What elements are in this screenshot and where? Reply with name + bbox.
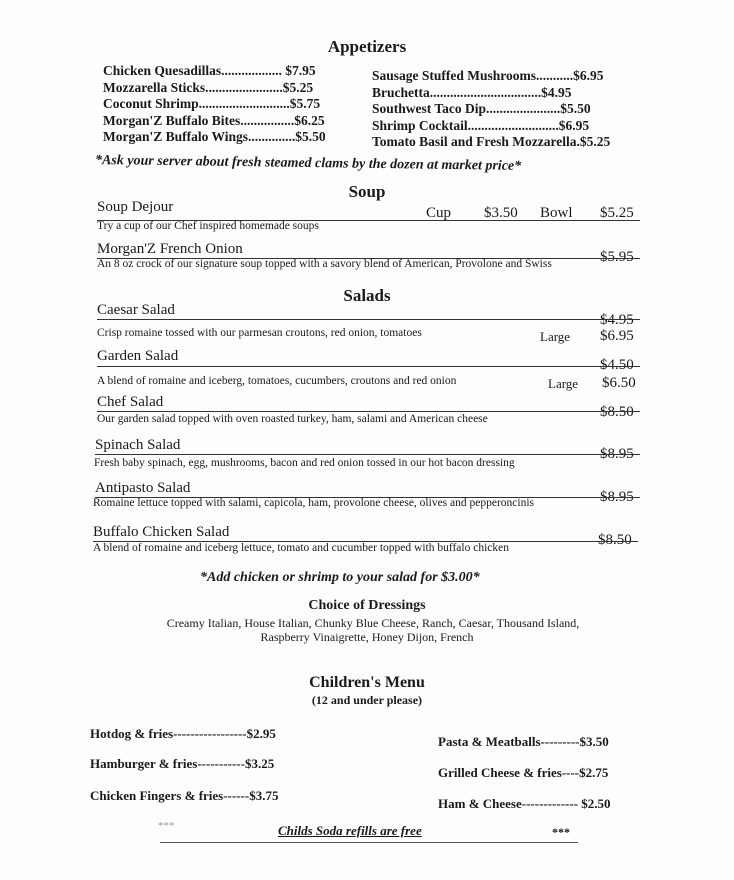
item-description: A blend of romaine and iceberg lettuce, tomato and cucumber topped with buffalo chicken [93,542,509,554]
soda-refill-note: Childs Soda refills are free [278,823,422,838]
item-name: Spinach Salad [95,437,181,453]
large-price: $6.50 [602,375,636,391]
bowl-label: Bowl [540,205,573,221]
childrens-menu-heading: Children's Menu [309,674,425,691]
item-description: Crisp romaine tossed with our parmesan croutons, red onion, tomatoes [97,327,422,339]
appetizer-item: Morgan'Z Buffalo Wings..............$5.50 [103,129,326,144]
kids-item: Hamburger & fries-----------$3.25 [90,756,275,771]
bowl-price: $5.25 [600,205,634,221]
item-description: A blend of romaine and iceberg, tomatoes, cucumbers, croutons and red onion [97,375,457,387]
item-name: Antipasto Salad [95,480,191,496]
appetizers-right-column [372,68,610,151]
appetizer-item: Sausage Stuffed Mushrooms...........$6.95 [372,68,604,83]
appetizers-heading: Appetizers [327,37,407,56]
item-name: Chef Salad [97,394,164,410]
dressings-list-line-2: Raspberry Vinaigrette, Honey Dijon, French [260,630,474,644]
item-price: $8.95 [600,489,634,505]
item-description: Fresh baby spinach, egg, mushrooms, bacon and red onion tossed in our hot bacon dressing [94,457,515,469]
appetizers-left-column [103,63,326,146]
appetizer-item: Tomato Basil and Fresh Mozzarella.$5.25 [372,134,611,149]
item-name: Garden Salad [97,348,179,364]
item-price: $8.50 [598,532,632,548]
appetizer-item: Morgan'Z Buffalo Bites................$6.25 [103,112,325,128]
kids-item: Grilled Cheese & fries----$2.75 [438,765,609,780]
appetizer-item: Bruchetta.................................$4.95 [372,84,572,100]
childrens-menu-subtitle: (12 and under please) [311,693,423,707]
appetizer-item: Shrimp Cocktail...........................$6.95 [372,117,590,133]
soda-stars-right: *** [552,825,570,839]
appetizer-item: Coconut Shrimp...........................$5.75 [103,96,321,111]
divider [97,411,640,412]
cup-price: $3.50 [484,205,518,221]
kids-item: Hotdog & fries-----------------$2.95 [90,726,276,741]
cup-label: Cup [426,205,452,221]
appetizer-item: Southwest Taco Dip......................$5.50 [372,101,591,116]
dressings-list-line-1: Creamy Italian, House Italian, Chunky Blue Cheese, Ranch, Caesar, Thousand Island, [166,616,580,630]
soup-heading: Soup [348,182,386,201]
salads-heading: Salads [343,286,391,305]
item-price: $4.95 [600,312,634,328]
item-description: Romaine lettuce topped with salami, capicola, ham, provolone cheese, olives and pepperoncinis [93,497,535,509]
item-price: $5.95 [600,249,634,265]
item-name: Caesar Salad [97,302,175,318]
kids-item: Chicken Fingers & fries------$3.75 [90,788,279,803]
item-name: Buffalo Chicken Salad [93,524,230,540]
item-name: Morgan'Z French Onion [97,241,243,257]
appetizer-item: Mozzarella Sticks.......................$5.25 [103,79,314,95]
large-label: Large [548,376,579,391]
item-price: $8.95 [600,446,634,462]
dressings-heading: Choice of Dressings [308,598,426,613]
kids-item: Pasta & Meatballs---------$3.50 [438,734,609,749]
appetizer-item: Chicken Quesadillas.................. $7.95 [103,63,316,78]
item-price: $4.50 [600,357,634,373]
item-name: Soup Dejour [97,199,174,215]
divider [97,319,640,320]
salad-addon-note: *Add chicken or shrimp to your salad for $3.00* [200,570,480,585]
large-price: $6.95 [600,328,634,344]
item-description: Try a cup of our Chef inspired homemade soups [97,220,319,232]
item-price: $8.50 [600,404,634,420]
divider [97,366,640,367]
large-label: Large [540,329,571,344]
soda-stars-left: *** [158,820,175,832]
item-description: An 8 oz crock of our signature soup topped with a savory blend of American, Provolone and Swiss [97,258,552,270]
clams-note: *Ask your server about fresh steamed clams by the dozen at market price* [94,153,522,174]
divider [95,454,640,455]
kids-item: Ham & Cheese------------- $2.50 [438,796,611,811]
item-description: Our garden salad topped with oven roasted turkey, ham, salami and American cheese [97,413,488,425]
divider [160,842,578,843]
